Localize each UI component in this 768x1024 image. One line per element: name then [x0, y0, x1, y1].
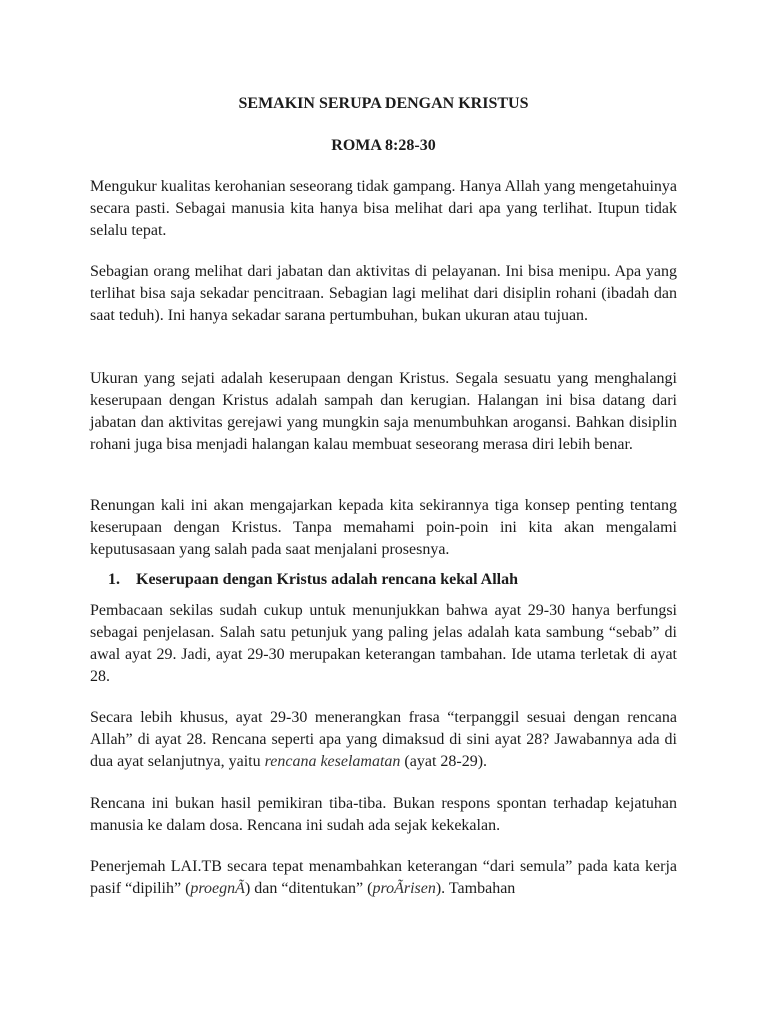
page-title: SEMAKIN SERUPA DENGAN KRISTUS	[238, 95, 529, 112]
paragraph-8-text-3: ). Tambahan	[435, 880, 516, 897]
paragraph-8-italic-1: proegnÃ	[190, 880, 245, 897]
section-heading-text: Keserupaan dengan Kristus adalah rencana kekal Allah	[136, 571, 518, 588]
section-heading-1	[108, 569, 668, 591]
paragraph-5: Pembacaan sekilas sudah cukup untuk menunjukkan bahwa ayat 29-30 hanya berfungsi sebagai penjelasan. Salah satu petunjuk yang paling jelas adalah kata sambung “sebab” di awal ayat 29. Jadi, ayat 29-30 merupakan keterangan tambahan. Ide utama terletak di ayat 28.	[90, 602, 677, 685]
paragraph-8-italic-2: proÃrisen	[372, 880, 436, 897]
list-number: 1.	[108, 571, 120, 588]
paragraph-6-italic: rencana keselamatan	[264, 753, 401, 770]
paragraph-4: Renungan kali ini akan mengajarkan kepada kita sekirannya tiga konsep penting tentang keserupaan dengan Kristus. Tanpa memahami poin-poin ini kita akan mengalami keputusasaan yang salah pada saat menjalani prosesnya.	[90, 497, 677, 558]
paragraph-8-text: Penerjemah LAI.TB secara tepat menambahkan keterangan “dari semula” pada kata kerja pasif “dipilih” (	[90, 858, 677, 897]
paragraph-7: Rencana ini bukan hasil pemikiran tiba-tiba. Bukan respons spontan terhadap kejatuhan manusia ke dalam dosa. Rencana ini sudah ada sejak kekekalan.	[90, 795, 677, 834]
paragraph-8-text-2: ) dan “ditentukan” (	[244, 880, 373, 897]
paragraph-8	[90, 856, 677, 900]
paragraph-6-text-end: (ayat 28-29).	[400, 753, 488, 770]
paragraph-2: Sebagian orang melihat dari jabatan dan aktivitas di pelayanan. Ini bisa menipu. Apa yang terlihat bisa saja sekadar pencitraan. Sebagian lagi melihat dari disiplin rohani (ibadah dan saat teduh). Ini hanya sekadar sarana pertumbuhan, bukan ukuran atau tujuan.	[90, 263, 677, 324]
paragraph-3: Ukuran yang sejati adalah keserupaan dengan Kristus. Segala sesuatu yang menghalangi keserupaan dengan Kristus adalah sampah dan kerugian. Halangan ini bisa datang dari jabatan dan aktivitas gerejawi yang mungkin saja menumbuhkan arogansi. Bahkan disiplin rohani juga bisa menjadi halangan kalau membuat seseorang merasa diri lebih benar.	[90, 370, 677, 453]
paragraph-6-text: Secara lebih khusus, ayat 29-30 menerangkan frasa “terpanggil sesuai dengan rencana Allah” di ayat 28. Rencana seperti apa yang dimaksud di sini ayat 28? Jawabannya ada di dua ayat selanjutnya, yaitu	[90, 709, 677, 770]
paragraph-1: Mengukur kualitas kerohanian seseorang tidak gampang. Hanya Allah yang mengetahuinya secara pasti. Sebagai manusia kita hanya bisa melihat dari apa yang terlihat. Itupun tidak selalu tepat.	[90, 178, 677, 239]
page-subtitle: ROMA 8:28-30	[331, 137, 436, 154]
paragraph-6	[90, 707, 677, 773]
